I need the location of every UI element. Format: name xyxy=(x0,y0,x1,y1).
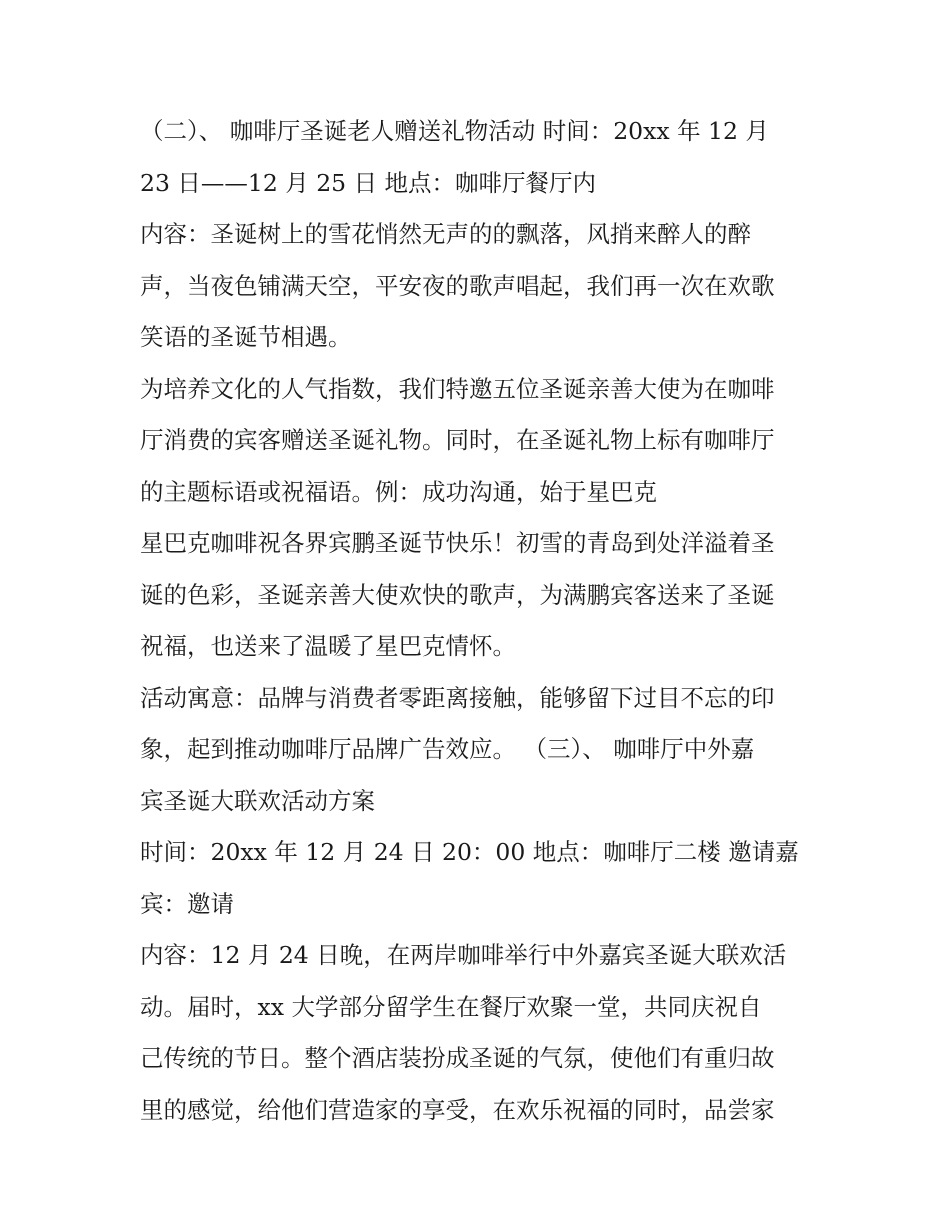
text-line: 的主题标语或祝福语。例：成功沟通，始于星巴克 xyxy=(140,477,657,506)
text-line: 内容：12 月 24 日晚，在两岸咖啡举行中外嘉宾圣诞大联欢活 xyxy=(140,941,787,969)
text-line: 活动寓意：品牌与消费者零距离接触，能够留下过目不忘的印 xyxy=(140,683,775,712)
text-line: 里的感觉，给他们营造家的享受，在欢乐祝福的同时，品尝家 xyxy=(140,1095,775,1124)
text-line: 23 日——12 月 25 日 地点：咖啡厅餐厅内 xyxy=(140,168,597,197)
text-line: 祝福，也送来了温暖了星巴克情怀。 xyxy=(140,632,516,660)
text-line: （二）、 咖啡厅圣诞老人赠送礼物活动 时间：20xx 年 12 月 xyxy=(140,117,769,145)
document-body xyxy=(140,106,820,1136)
text-line: 动。届时，xx 大学部分留学生在餐厅欢聚一堂，共同庆祝自 xyxy=(140,992,762,1021)
text-line: 声，当夜色铺满天空，平安夜的歌声唱起，我们再一次在欢歌 xyxy=(140,271,775,300)
text-line: 宾圣诞大联欢活动方案 xyxy=(140,786,375,815)
text-line: 星巴克咖啡祝各界宾鹏圣诞节快乐！初雪的青岛到处洋溢着圣 xyxy=(140,529,775,557)
text-line: 己传统的节日。整个酒店装扮成圣诞的气氛，使他们有重归故 xyxy=(140,1044,775,1072)
text-line: 诞的色彩，圣诞亲善大使欢快的歌声，为满鹏宾客送来了圣诞 xyxy=(140,580,775,609)
text-line: 厅消费的宾客赠送圣诞礼物。同时，在圣诞礼物上标有咖啡厅 xyxy=(140,426,775,454)
text-line: 时间：20xx 年 12 月 24 日 20：00 地点：咖啡厅二楼 邀请嘉 xyxy=(140,838,799,866)
text-line: 笑语的圣诞节相遇。 xyxy=(140,323,352,351)
text-line: 宾：邀请 xyxy=(140,889,234,918)
text-line: 内容：圣诞树上的雪花悄然无声的的飘落，风捎来醉人的醉 xyxy=(140,220,751,248)
text-line: 为培养文化的人气指数，我们特邀五位圣诞亲善大使为在咖啡 xyxy=(140,374,775,403)
text-line: 象，起到推动咖啡厅品牌广告效应。 （三）、 咖啡厅中外嘉 xyxy=(140,735,755,763)
